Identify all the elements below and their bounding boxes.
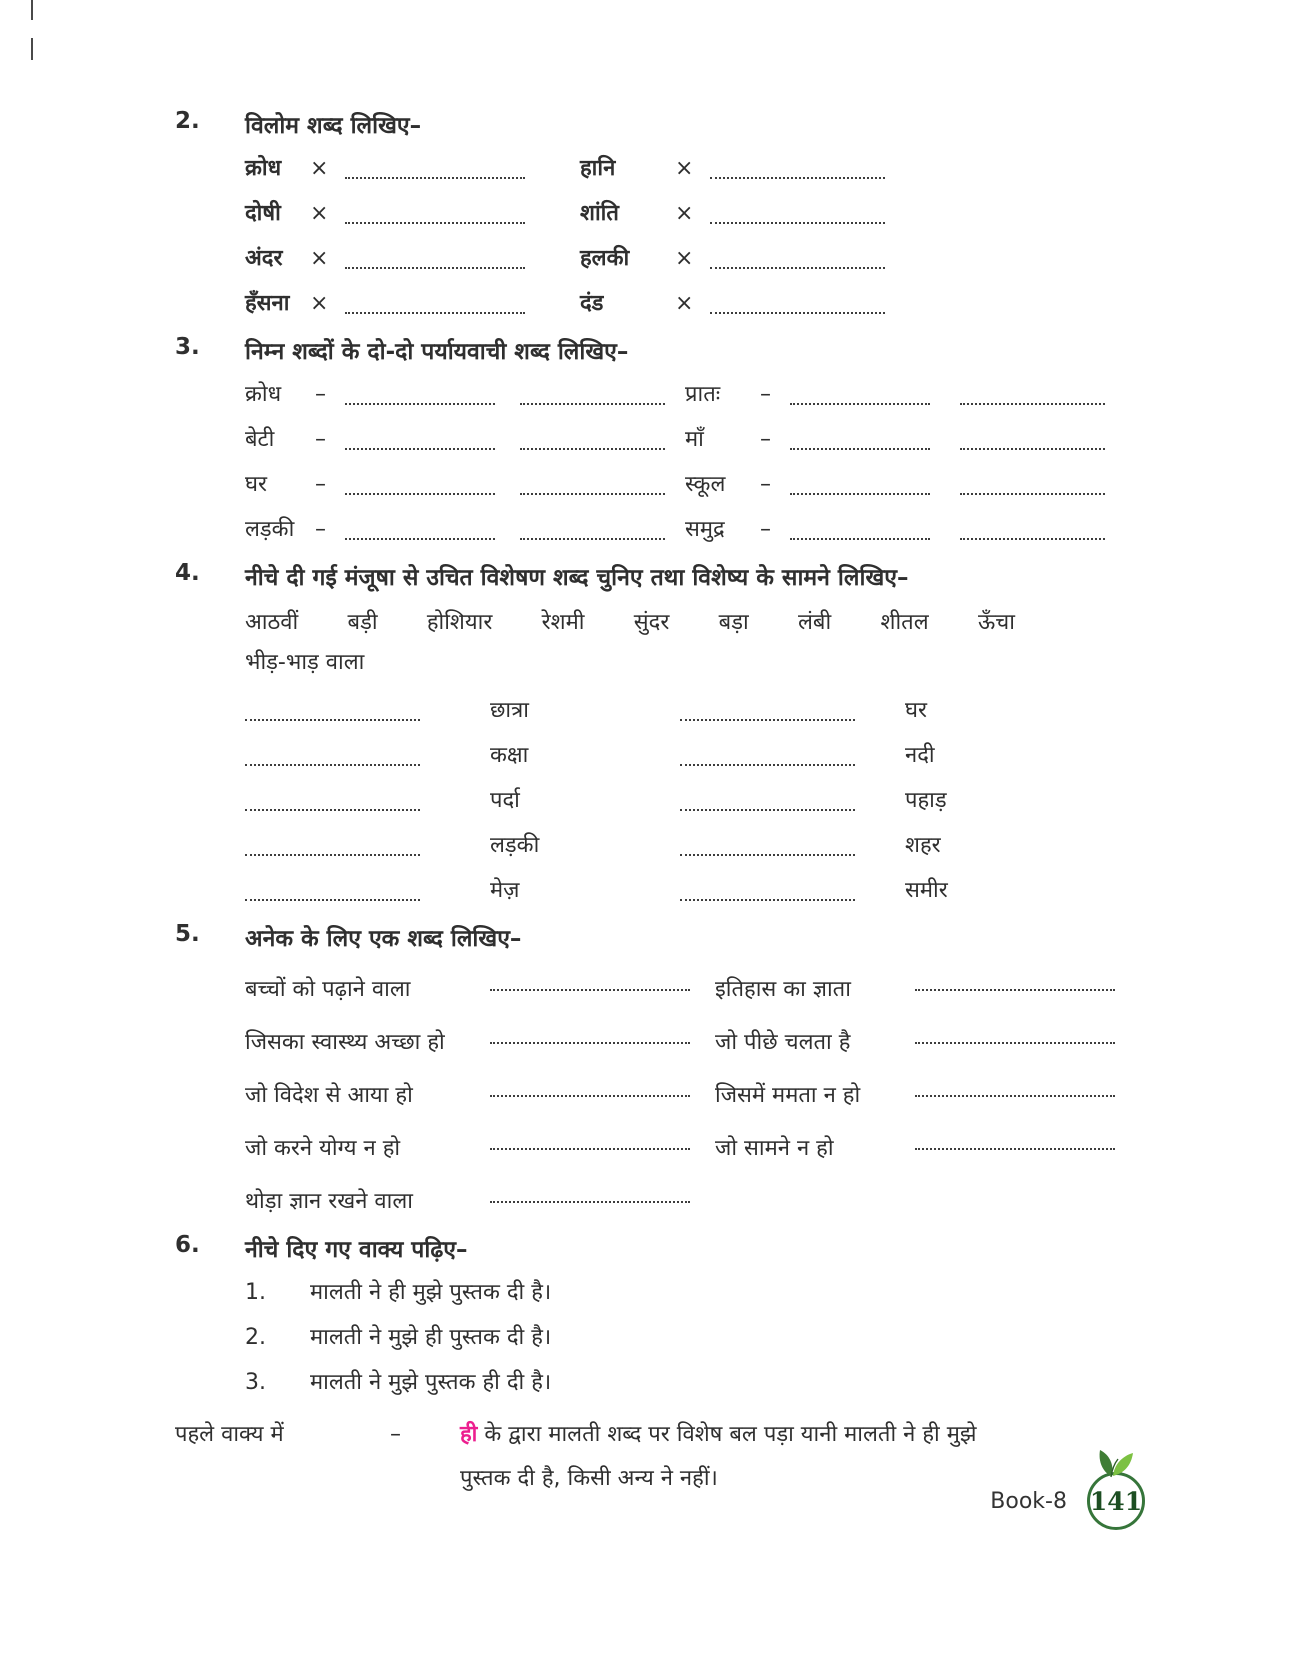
question-5-body <box>245 967 1148 1217</box>
word: बेटी <box>245 427 275 452</box>
word: क्रोध <box>245 382 282 407</box>
dash-sign: – <box>315 382 326 407</box>
explanation-line-1 <box>460 1413 977 1457</box>
adjective-row <box>245 876 1148 906</box>
page-footer <box>990 1472 1145 1530</box>
antonym-row <box>245 244 1148 274</box>
answer-blank <box>520 471 665 495</box>
question-5-heading <box>175 921 1148 953</box>
noun: शहर <box>905 833 941 858</box>
word: प्रातः <box>685 382 721 407</box>
answer-blank <box>960 426 1105 450</box>
answer-blank <box>680 787 855 811</box>
explanation-line-1-text: के द्वारा मालती शब्द पर विशेष बल पड़ा यानी मालती ने ही मुझे <box>484 1422 977 1447</box>
word-bank-item: लंबी <box>798 610 832 635</box>
answer-blank <box>790 471 930 495</box>
answer-blank <box>490 967 690 991</box>
question-number: 4. <box>175 560 200 586</box>
synonym-row <box>245 380 1148 410</box>
answer-blank <box>345 155 525 179</box>
answer-blank <box>915 967 1115 991</box>
phrase: जो सामने न हो <box>715 1136 834 1161</box>
question-title: विलोम शब्द लिखिए– <box>245 113 422 139</box>
answer-blank <box>490 1126 690 1150</box>
sentence-row <box>245 1278 1148 1308</box>
answer-blank <box>345 200 525 224</box>
multiply-sign: × <box>675 156 694 181</box>
adjective-row <box>245 696 1148 726</box>
word-bank-item: रेशमी <box>541 610 585 635</box>
one-word-row <box>245 1126 1148 1164</box>
question-3-body <box>245 380 1148 545</box>
answer-blank <box>710 200 885 224</box>
sentence-row <box>245 1368 1148 1398</box>
question-title: अनेक के लिए एक शब्द लिखिए– <box>245 926 522 952</box>
multiply-sign: × <box>310 291 329 316</box>
explanation-text <box>460 1413 977 1501</box>
phrase: जो करने योग्य न हो <box>245 1136 401 1161</box>
answer-blank <box>520 516 665 540</box>
word-bank-item: ऊँचा <box>977 610 1015 635</box>
word: माँ <box>685 427 704 452</box>
word-bank-item: सुंदर <box>633 610 670 635</box>
answer-blank <box>960 516 1105 540</box>
multiply-sign: × <box>310 156 329 181</box>
explanation-prefix: पहले वाक्य में <box>175 1422 284 1447</box>
word: लड़की <box>245 517 295 542</box>
answer-blank <box>680 697 855 721</box>
word: घर <box>245 472 268 497</box>
word: क्रोध <box>245 156 282 181</box>
one-word-row <box>245 1020 1148 1058</box>
answer-blank <box>245 787 420 811</box>
answer-blank <box>245 832 420 856</box>
answer-blank <box>245 877 420 901</box>
multiply-sign: × <box>675 201 694 226</box>
synonym-row <box>245 470 1148 500</box>
word: समुद्र <box>685 517 725 542</box>
answer-blank <box>490 1073 690 1097</box>
adjective-row <box>245 786 1148 816</box>
book-label: Book-8 <box>990 1488 1067 1514</box>
word-bank-item: शीतल <box>880 610 929 635</box>
phrase: जो पीछे चलता है <box>715 1030 851 1055</box>
question-number: 3. <box>175 334 200 360</box>
answer-blank <box>345 290 525 314</box>
question-4 <box>175 560 1148 906</box>
sentence-text: मालती ने ही मुझे पुस्तक दी है। <box>310 1280 552 1305</box>
dash-sign: – <box>315 427 326 452</box>
antonym-row <box>245 154 1148 184</box>
word: हँसना <box>245 291 290 316</box>
answer-blank <box>520 426 665 450</box>
phrase: जिसका स्वास्थ्य अच्छा हो <box>245 1030 445 1055</box>
antonym-row <box>245 199 1148 229</box>
word-bank-item: भीड़-भाड़ वाला <box>245 650 365 675</box>
phrase: जो विदेश से आया हो <box>245 1083 413 1108</box>
question-6-body <box>245 1278 1148 1398</box>
answer-blank <box>345 426 495 450</box>
answer-blank <box>245 697 420 721</box>
answer-blank <box>710 290 885 314</box>
multiply-sign: × <box>310 246 329 271</box>
sentence-row <box>245 1323 1148 1353</box>
answer-blank <box>345 516 495 540</box>
leaf-icon <box>1091 1446 1135 1478</box>
answer-blank <box>345 381 495 405</box>
antonym-row <box>245 289 1148 319</box>
one-word-row <box>245 967 1148 1005</box>
question-number: 6. <box>175 1232 200 1258</box>
answer-blank <box>915 1126 1115 1150</box>
word: हानि <box>580 156 616 181</box>
dash-sign: – <box>760 472 771 497</box>
answer-blank <box>345 471 495 495</box>
synonym-row <box>245 425 1148 455</box>
synonym-row <box>245 515 1148 545</box>
question-3 <box>175 334 1148 545</box>
word-bank <box>245 606 1015 636</box>
word: हलकी <box>580 246 630 271</box>
question-title: नीचे दी गई मंजूषा से उचित विशेषण शब्द चुनिए तथा विशेष्य के सामने लिखिए– <box>245 565 909 591</box>
word-bank-item: बड़ा <box>718 610 749 635</box>
noun: पहाड़ <box>905 788 947 813</box>
answer-blank <box>915 1020 1115 1044</box>
word: शांति <box>580 201 619 226</box>
noun: मेज़ <box>490 878 520 903</box>
noun: नदी <box>905 743 935 768</box>
noun: कक्षा <box>490 743 529 768</box>
answer-blank <box>790 516 930 540</box>
page-number-badge <box>1087 1472 1145 1530</box>
adjective-row <box>245 831 1148 861</box>
word: अंदर <box>245 246 283 271</box>
sentence-text: मालती ने मुझे पुस्तक ही दी है। <box>310 1370 552 1395</box>
sentence-number: 3. <box>245 1370 266 1395</box>
phrase: इतिहास का ज्ञाता <box>715 977 851 1002</box>
question-5 <box>175 921 1148 1217</box>
answer-blank <box>490 1179 690 1203</box>
answer-blank <box>915 1073 1115 1097</box>
question-title: निम्न शब्दों के दो-दो पर्यायवाची शब्द लिखिए– <box>245 339 629 365</box>
question-3-heading <box>175 334 1148 366</box>
answer-blank <box>960 381 1105 405</box>
answer-blank <box>680 742 855 766</box>
word-bank-item: आठवीं <box>245 610 299 635</box>
sentence-number: 1. <box>245 1280 266 1305</box>
answer-blank <box>710 155 885 179</box>
question-4-body <box>245 606 1148 906</box>
word: स्कूल <box>685 472 726 497</box>
phrase: जिसमें ममता न हो <box>715 1083 861 1108</box>
dash-sign: – <box>760 517 771 542</box>
question-4-heading <box>175 560 1148 592</box>
answer-blank <box>680 832 855 856</box>
word: दोषी <box>245 201 281 226</box>
sentence-number: 2. <box>245 1325 266 1350</box>
question-2-body <box>245 154 1148 319</box>
noun: छात्रा <box>490 698 529 723</box>
noun: घर <box>905 698 928 723</box>
question-number: 5. <box>175 921 200 947</box>
crop-mark <box>31 38 33 60</box>
answer-blank <box>790 426 930 450</box>
answer-blank <box>345 245 525 269</box>
multiply-sign: × <box>310 201 329 226</box>
answer-blank <box>245 742 420 766</box>
dash-sign: – <box>760 382 771 407</box>
dash-sign: – <box>390 1422 401 1447</box>
noun: समीर <box>905 878 948 903</box>
question-2-heading <box>175 108 1148 140</box>
answer-blank <box>790 381 930 405</box>
adjective-row <box>245 741 1148 771</box>
question-6 <box>175 1232 1148 1501</box>
one-word-row <box>245 1073 1148 1111</box>
page-number: 141 <box>1087 1472 1145 1530</box>
dash-sign: – <box>315 517 326 542</box>
phrase: बच्चों को पढ़ाने वाला <box>245 977 411 1002</box>
highlighted-word: ही <box>460 1422 478 1447</box>
sentence-text: मालती ने मुझे ही पुस्तक दी है। <box>310 1325 552 1350</box>
word-bank-item: होशियार <box>426 610 493 635</box>
crop-mark <box>31 0 33 20</box>
answer-blank <box>960 471 1105 495</box>
question-2 <box>175 108 1148 319</box>
noun: पर्दा <box>490 788 520 813</box>
one-word-row <box>245 1179 1148 1217</box>
multiply-sign: × <box>675 291 694 316</box>
answer-blank <box>710 245 885 269</box>
multiply-sign: × <box>675 246 694 271</box>
word: दंड <box>580 291 604 316</box>
answer-blank <box>490 1020 690 1044</box>
question-title: नीचे दिए गए वाक्य पढ़िए– <box>245 1237 468 1263</box>
phrase: थोड़ा ज्ञान रखने वाला <box>245 1189 413 1214</box>
question-number: 2. <box>175 108 200 134</box>
explanation-line-2: पुस्तक दी है, किसी अन्य ने नहीं। <box>460 1466 718 1491</box>
answer-blank <box>680 877 855 901</box>
noun: लड़की <box>490 833 540 858</box>
dash-sign: – <box>760 427 771 452</box>
answer-blank <box>520 381 665 405</box>
word-bank-item: बड़ी <box>347 610 378 635</box>
question-6-heading <box>175 1232 1148 1264</box>
dash-sign: – <box>315 472 326 497</box>
